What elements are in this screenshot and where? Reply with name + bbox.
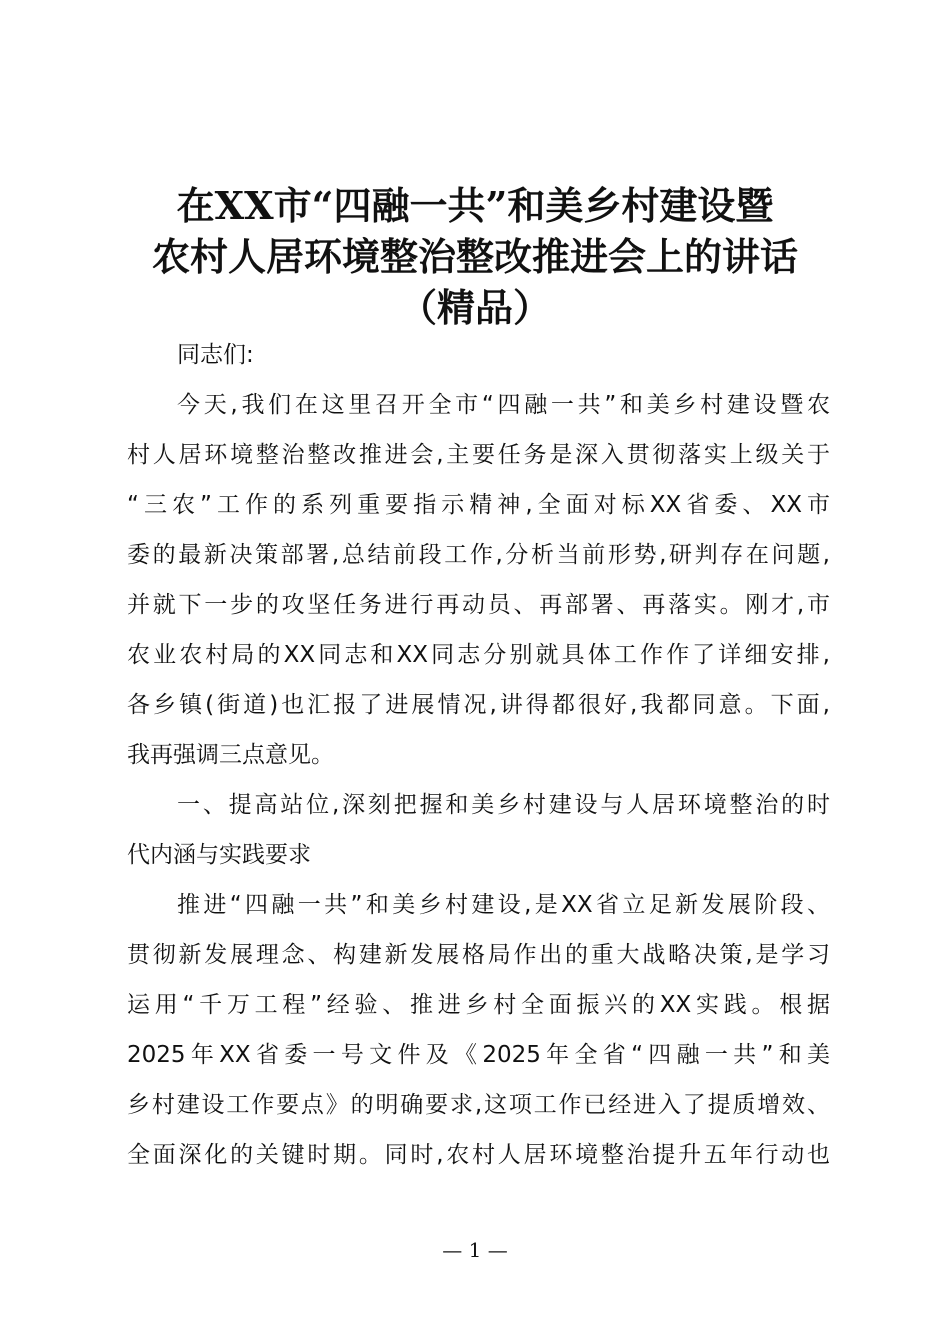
paragraph-line: “三农”工作的系列重要指示精神,全面对标XX省委、XX市 — [127, 492, 830, 518]
document-title — [0, 180, 950, 333]
document-body — [127, 330, 830, 1180]
paragraph — [127, 380, 830, 780]
title-line: 在XX市“四融一共”和美乡村建设暨 — [176, 183, 774, 228]
paragraph-line: 2025年XX省委一号文件及《2025年全省“四融一共”和美 — [127, 1042, 830, 1068]
title-line: 农村人居环境整治整改推进会上的讲话 — [151, 234, 798, 279]
paragraph-line: 一、提高站位,深刻把握和美乡村建设与人居环境整治的时 — [177, 792, 830, 818]
page-number: — 1 — — [442, 1238, 508, 1262]
paragraph-line: 并就下一步的攻坚任务进行再动员、再部署、再落实。刚才,市 — [127, 592, 830, 618]
paragraph-line: 我再强调三点意见。 — [127, 742, 334, 768]
paragraph-line: 各乡镇(街道)也汇报了进展情况,讲得都很好,我都同意。下面, — [127, 692, 830, 718]
paragraph — [127, 880, 830, 1180]
paragraph-line: 贯彻新发展理念、构建新发展格局作出的重大战略决策,是学习 — [127, 942, 830, 968]
paragraph-line: 运用“千万工程”经验、推进乡村全面振兴的XX实践。根据 — [127, 992, 830, 1018]
paragraph-line: 代内涵与实践要求 — [127, 842, 311, 868]
paragraph-line: 乡村建设工作要点》的明确要求,这项工作已经进入了提质增效、 — [127, 1092, 830, 1118]
paragraph — [127, 780, 830, 880]
paragraph-line: 全面深化的关键时期。同时,农村人居环境整治提升五年行动也 — [127, 1142, 830, 1168]
paragraph-line: 今天,我们在这里召开全市“四融一共”和美乡村建设暨农 — [177, 392, 830, 418]
paragraph-line: 村人居环境整治整改推进会,主要任务是深入贯彻落实上级关于 — [127, 442, 830, 468]
paragraph-line: 推进“四融一共”和美乡村建设,是XX省立足新发展阶段、 — [177, 892, 830, 918]
salutation: 同志们: — [177, 342, 254, 368]
paragraph-line: 委的最新决策部署,总结前段工作,分析当前形势,研判存在问题, — [127, 542, 830, 568]
paragraph-line: 农业农村局的XX同志和XX同志分别就具体工作作了详细安排, — [127, 642, 830, 668]
paragraphs — [127, 380, 830, 1180]
title-line: （精品） — [398, 285, 551, 330]
